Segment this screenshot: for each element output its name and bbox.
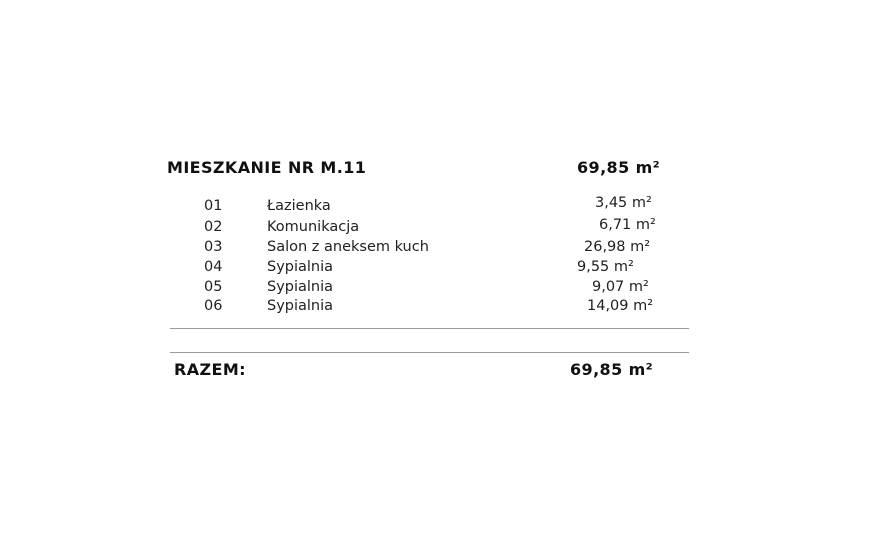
room-area: 9,07 m² xyxy=(592,279,649,295)
room-number: 05 xyxy=(204,279,223,295)
room-number: 01 xyxy=(204,198,223,214)
room-area: 26,98 m² xyxy=(584,239,651,255)
room-number: 04 xyxy=(204,259,223,275)
divider-bottom xyxy=(170,352,689,353)
total-value: 69,85 m² xyxy=(570,360,654,379)
room-name: Sypialnia xyxy=(267,279,334,295)
apartment-area: 69,85 m² xyxy=(577,158,661,177)
room-name: Łazienka xyxy=(267,198,331,214)
room-area: 3,45 m² xyxy=(595,195,652,211)
room-name: Sypialnia xyxy=(267,298,334,314)
total-label: RAZEM: xyxy=(174,360,246,379)
apartment-title: MIESZKANIE NR M.11 xyxy=(167,158,367,177)
room-number: 02 xyxy=(204,219,223,235)
room-name: Komunikacja xyxy=(267,219,360,235)
room-name: Salon z aneksem kuch xyxy=(267,239,429,255)
room-name: Sypialnia xyxy=(267,259,334,275)
room-number: 06 xyxy=(204,298,223,314)
divider-top xyxy=(170,328,689,329)
room-number: 03 xyxy=(204,239,223,255)
room-area: 6,71 m² xyxy=(599,217,656,233)
room-area: 14,09 m² xyxy=(587,298,654,314)
room-area: 9,55 m² xyxy=(577,259,634,275)
